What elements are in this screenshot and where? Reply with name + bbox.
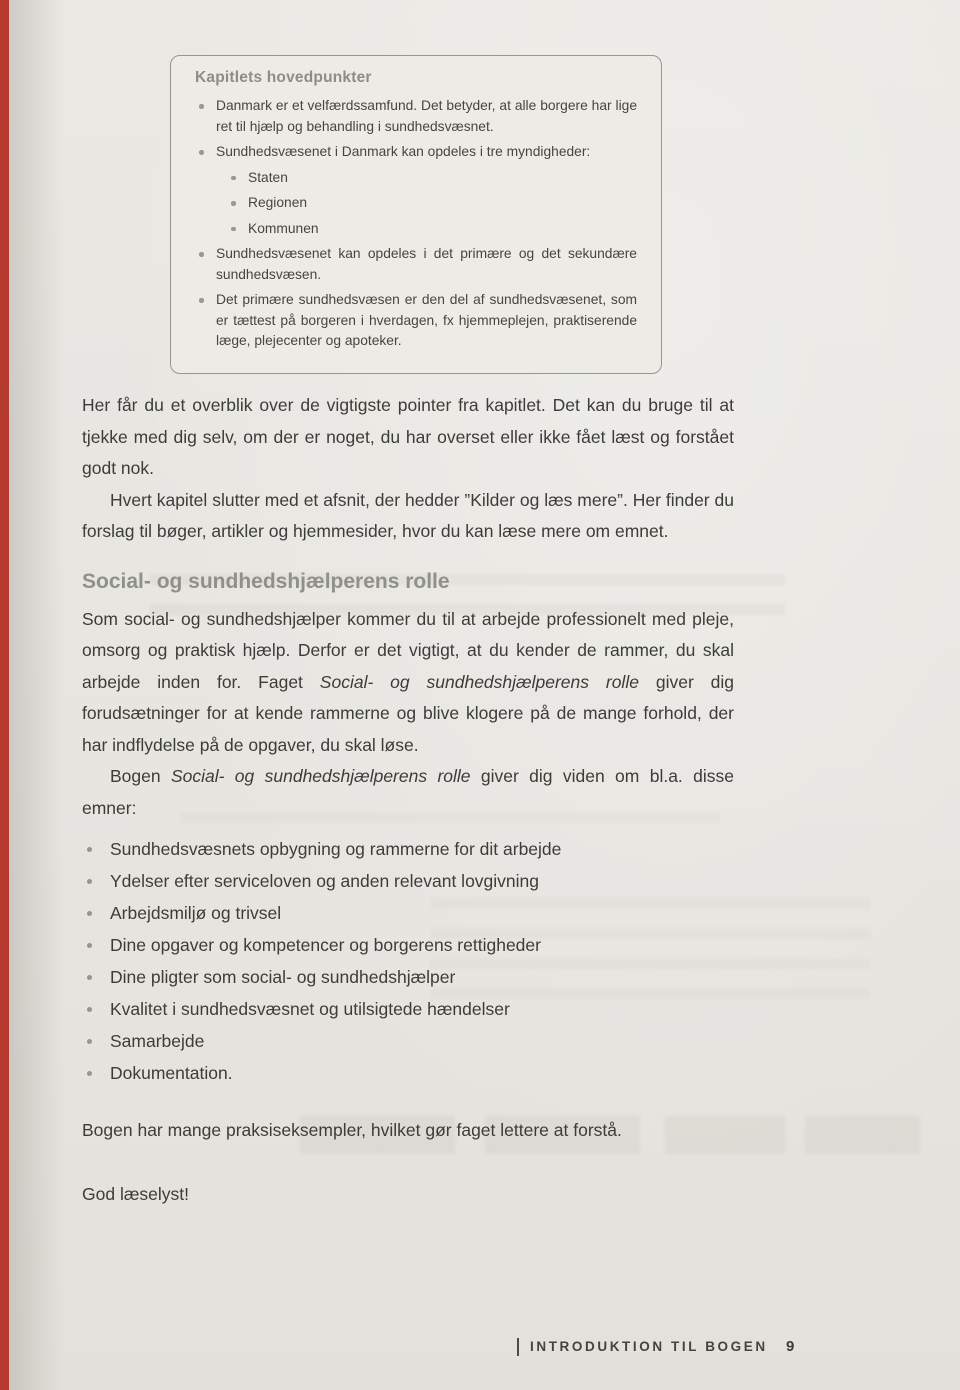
topic-list-item: Sundhedsvæsnets opbygning og rammerne for dit arbejde [82,833,734,865]
page-edge-stripe [0,0,9,1390]
footer-section-label: INTRODUKTION TIL BOGEN [530,1339,768,1354]
paragraph-examples: Bogen har mange praksiseksempler, hvilket gør faget lettere at forstå. [82,1120,622,1140]
body-text-column [82,390,734,1210]
summary-item: Sundhedsvæsenet i Danmark kan opdeles i tre myndigheder: [195,142,637,163]
summary-item: Danmark er et velfærdssamfund. Det betyder, at alle borgere har lige ret til hjælp og behandling i sundhedsvæsnet. [195,96,637,137]
paragraph-segment: Som social- og sundhedshjælper kommer du til at arbejde professionelt med pleje, omsorg og praktisk hjælp. Derfor er det vigtigt, at du kender de rammer, du skal arbejde inden for. Faget [82,608,734,692]
paragraph-chapter-end: Hvert kapitel slutter med et afsnit, der hedder ”Kilder og læs mere”. Her finder du forslag til bøger, artikler og hjemmesider, hvor du kan læse mere om emnet. [82,489,734,541]
paragraph-segment: giver dig forudsætninger for at kende rammerne og blive klogere på de mange forhold, der har indflydelse på de opgaver, du skal løse. [82,671,734,755]
paragraph-closing: God læselyst! [82,1183,189,1204]
topic-list [82,833,734,1089]
topic-list-item: Samarbejde [82,1025,734,1057]
page-footer [0,1336,960,1366]
paragraph-book-topics-intro [82,761,734,824]
chapter-summary-box [170,55,662,374]
topic-list-item: Kvalitet i sundhedsvæsnet og utilsigtede hændelser [82,993,734,1025]
paragraph-role-intro [82,604,734,762]
book-title: Social- og sundhedshjælperens rolle [319,671,639,692]
summary-item: Sundhedsvæsenet kan opdeles i det primære og det sekundære sundhedsvæsen. [195,244,637,285]
gutter-shadow [9,0,64,1390]
topic-list-item: Dokumentation. [82,1057,734,1089]
topic-list-item: Dine pligter som social- og sundhedshjælper [82,961,734,993]
summary-box-title: Kapitlets hovedpunkter [195,69,372,86]
summary-subitem: Kommunen [227,219,637,240]
page-number: 9 [786,1338,795,1355]
footer-divider [517,1338,519,1356]
paragraph-segment: giver dig viden om bl.a. disse emner: [82,766,734,818]
topic-list-item: Ydelser efter serviceloven og anden relevant lovgivning [82,865,734,897]
paragraph-segment: Bogen [110,766,171,786]
summary-subitem: Regionen [227,193,637,214]
book-title: Social- og sundhedshjælperens rolle [170,766,471,786]
section-heading: Social- og sundhedshjælperens rolle [82,569,450,593]
topic-list-item: Dine opgaver og kompetencer og borgerens rettigheder [82,929,734,961]
summary-list [195,96,637,352]
summary-item: Det primære sundhedsvæsen er den del af sundhedsvæsenet, som er tættest på borgeren i hverdagen, fx hjemmeplejen, praktiserende læge, plejecenter og apoteker. [195,290,637,352]
topic-list-item: Arbejdsmiljø og trivsel [82,897,734,929]
summary-subitem: Staten [227,168,637,189]
paragraph-overview: Her får du et overblik over de vigtigste pointer fra kapitlet. Det kan du bruge til at tjekke med dig selv, om der er noget, du har overset eller ikke fået læst og forstået godt nok. [82,395,734,478]
